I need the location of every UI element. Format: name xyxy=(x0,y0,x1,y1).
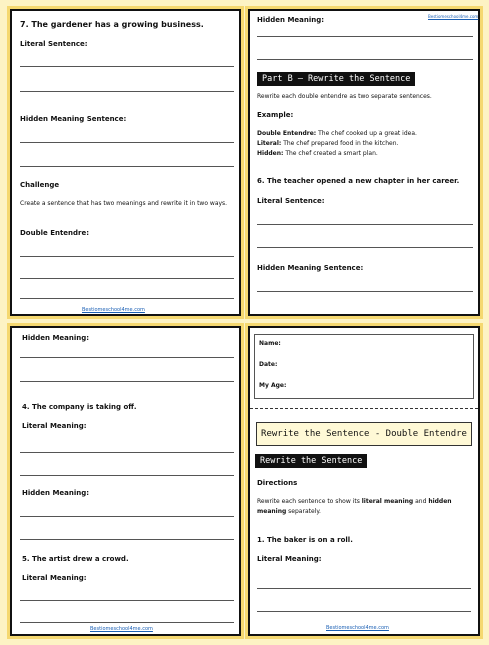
answer-line xyxy=(20,381,234,382)
part-b-instructions: Rewrite each double entendre as two separate sentences. xyxy=(257,93,432,100)
answer-line xyxy=(20,516,234,517)
example-hidden xyxy=(257,150,378,157)
hidden-sentence-label: Hidden Meaning Sentence: xyxy=(20,115,127,123)
footer-link[interactable]: Bestiomeschool4me.com xyxy=(428,14,479,19)
example-hid-text: The chef created a smart plan. xyxy=(283,150,378,157)
answer-line xyxy=(257,611,471,612)
hidden-meaning-label: Hidden Meaning: xyxy=(22,489,90,497)
directions-literal: literal meaning xyxy=(361,498,414,505)
answer-line xyxy=(20,452,234,453)
challenge-text: Create a sentence that has two meanings and rewrite it in two ways. xyxy=(20,200,228,207)
directions-heading: Directions xyxy=(257,479,298,487)
answer-line xyxy=(257,224,473,225)
example-double-entendre xyxy=(257,130,417,137)
question-1: 1. The baker is on a roll. xyxy=(257,536,353,544)
answer-line xyxy=(20,600,234,601)
literal-sentence-label: Literal Sentence: xyxy=(257,197,325,205)
answer-line xyxy=(20,357,234,358)
part-b-header: Part B – Rewrite the Sentence xyxy=(257,72,415,86)
directions-mid: and xyxy=(413,498,429,505)
footer-link[interactable]: Bestiomeschool4me.com xyxy=(326,625,389,631)
answer-line xyxy=(20,142,234,143)
literal-sentence-label: Literal Sentence: xyxy=(20,40,88,48)
example-de-text: The chef cooked up a great idea. xyxy=(316,130,417,137)
answer-line xyxy=(20,539,234,540)
directions-post: separately. xyxy=(286,508,321,515)
example-heading: Example: xyxy=(257,111,294,119)
worksheet-panel-top-right xyxy=(248,9,480,316)
literal-meaning-label: Literal Meaning: xyxy=(257,555,322,563)
footer-link[interactable]: Bestiomeschool4me.com xyxy=(82,307,145,313)
example-literal xyxy=(257,140,398,147)
answer-line xyxy=(20,91,234,92)
age-label: My Age: xyxy=(259,382,287,389)
answer-line xyxy=(257,588,471,589)
answer-line xyxy=(20,475,234,476)
answer-line xyxy=(257,36,473,37)
name-label: Name: xyxy=(259,340,281,347)
question-5: 5. The artist drew a crowd. xyxy=(22,555,129,563)
directions-pre: Rewrite each sentence to show its xyxy=(257,498,362,505)
answer-line xyxy=(20,622,234,623)
worksheet-title: Rewrite the Sentence - Double Entendre xyxy=(256,422,472,446)
hidden-meaning-label: Hidden Meaning: xyxy=(257,16,325,24)
literal-meaning-label: Literal Meaning: xyxy=(22,574,87,582)
worksheet-panel-bottom-right xyxy=(248,326,480,636)
answer-line xyxy=(20,66,234,67)
worksheet-panel-bottom-left xyxy=(10,326,241,636)
challenge-heading: Challenge xyxy=(20,181,60,189)
student-info-box xyxy=(254,334,474,399)
hidden-sentence-label: Hidden Meaning Sentence: xyxy=(257,264,364,272)
answer-line xyxy=(20,298,234,299)
section-header: Rewrite the Sentence xyxy=(255,454,367,468)
question-6: 6. The teacher opened a new chapter in her career. xyxy=(257,177,460,185)
answer-line xyxy=(257,247,473,248)
example-hid-label: Hidden: xyxy=(257,150,284,157)
example-lit-label: Literal: xyxy=(257,140,282,147)
question-4: 4. The company is taking off. xyxy=(22,403,137,411)
date-label: Date: xyxy=(259,361,278,368)
example-de-label: Double Entendre: xyxy=(257,130,317,137)
answer-line xyxy=(257,59,473,60)
hidden-meaning-label: Hidden Meaning: xyxy=(22,334,90,342)
literal-meaning-label: Literal Meaning: xyxy=(22,422,87,430)
worksheet-panel-top-left xyxy=(10,9,241,316)
example-lit-text: The chef prepared food in the kitchen. xyxy=(281,140,399,147)
answer-line xyxy=(20,166,234,167)
answer-line xyxy=(257,291,473,292)
double-entendre-label: Double Entendre: xyxy=(20,229,90,237)
directions-hidden: hidden meaning xyxy=(257,498,452,515)
dashed-divider xyxy=(250,408,478,409)
question-7: 7. The gardener has a growing business. xyxy=(20,20,204,29)
answer-line xyxy=(20,256,234,257)
footer-link[interactable]: Bestiomeschool4me.com xyxy=(90,626,153,632)
answer-line xyxy=(20,278,234,279)
directions-text xyxy=(257,497,471,517)
